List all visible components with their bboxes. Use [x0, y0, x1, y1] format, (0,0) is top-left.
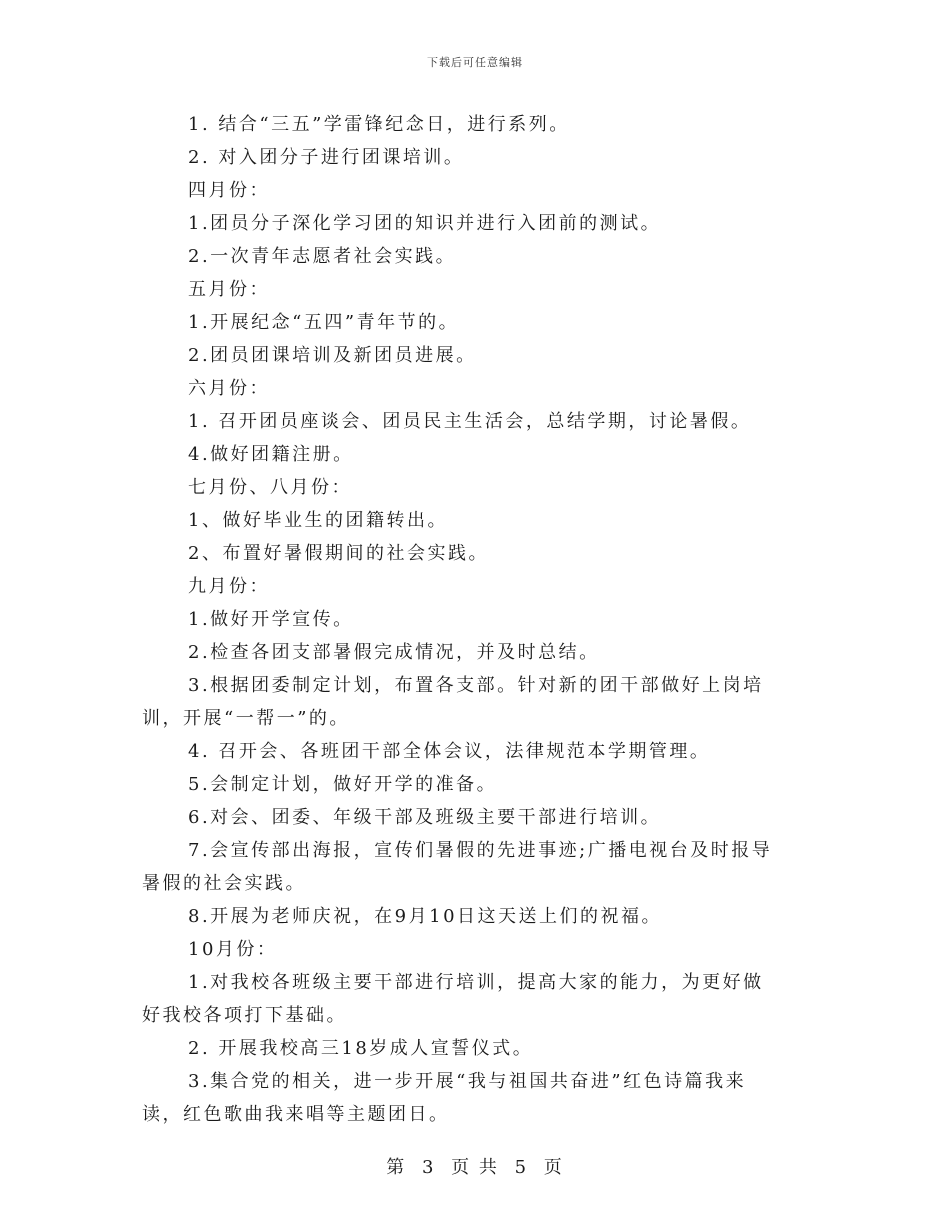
text-line: 7.会宣传部出海报，宣传们暑假的先进事迹;广播电视台及时报导 [188, 840, 773, 861]
text-line: 五月份： [188, 279, 270, 300]
text-line: 3.根据团委制定计划，布置各支部。针对新的团干部做好上岗培 [188, 675, 764, 696]
text-line: 1、做好毕业生的团籍转出。 [188, 510, 448, 531]
text-line: 1. 结合“三五”学雷锋纪念日，进行系列。 [188, 114, 570, 135]
text-line: 2. 开展我校高三18岁成人宣誓仪式。 [188, 1038, 534, 1059]
footer-total-pages: 5 [514, 1157, 529, 1178]
document-body [142, 108, 810, 1131]
text-line: 1. 召开团员座谈会、团员民主生活会，总结学期，讨论暑假。 [188, 411, 752, 432]
page-footer [0, 1153, 950, 1179]
text-line: 七月份、八月份： [188, 477, 352, 498]
text-line: 2、布置好暑假期间的社会实践。 [188, 543, 489, 564]
footer-middle: 页 共 [451, 1157, 499, 1178]
text-line: 10月份： [188, 939, 278, 960]
text-line: 1.做好开学宣传。 [188, 609, 354, 630]
text-line: 暑假的社会实践。 [142, 873, 306, 894]
text-line: 四月份： [188, 180, 270, 201]
text-line: 2. 对入团分子进行团课培训。 [188, 147, 465, 168]
text-line: 好我校各项打下基础。 [142, 1005, 347, 1026]
text-line: 8.开展为老师庆祝，在9月10日这天送上们的祝福。 [188, 906, 663, 927]
text-line: 1.对我校各班级主要干部进行培训，提高大家的能力，为更好做 [188, 972, 764, 993]
text-line: 读，红色歌曲我来唱等主题团日。 [142, 1104, 450, 1125]
text-line: 2.团员团课培训及新团员进展。 [188, 345, 477, 366]
text-line: 3.集合党的相关，进一步开展“我与祖国共奋进”红色诗篇我来 [188, 1071, 747, 1092]
footer-suffix: 页 [543, 1157, 564, 1178]
text-line: 1.开展纪念“五四”青年节的。 [188, 312, 460, 333]
text-line: 2.检查各团支部暑假完成情况，并及时总结。 [188, 642, 600, 663]
text-line: 六月份： [188, 378, 270, 399]
text-line: 1.团员分子深化学习团的知识并进行入团前的测试。 [188, 213, 662, 234]
text-line: 6.对会、团委、年级干部及班级主要干部进行培训。 [188, 807, 662, 828]
page-header-note: 下载后可任意编辑 [427, 56, 523, 69]
text-line: 训，开展“一帮一”的。 [142, 708, 350, 729]
footer-prefix: 第 [386, 1157, 407, 1178]
footer-current-page: 3 [421, 1157, 436, 1178]
text-line: 2.一次青年志愿者社会实践。 [188, 246, 457, 267]
text-line: 4. 召开会、各班团干部全体会议，法律规范本学期管理。 [188, 741, 711, 762]
text-line: 5.会制定计划，做好开学的准备。 [188, 774, 498, 795]
text-line: 4.做好团籍注册。 [188, 444, 354, 465]
text-line: 九月份： [188, 576, 270, 597]
